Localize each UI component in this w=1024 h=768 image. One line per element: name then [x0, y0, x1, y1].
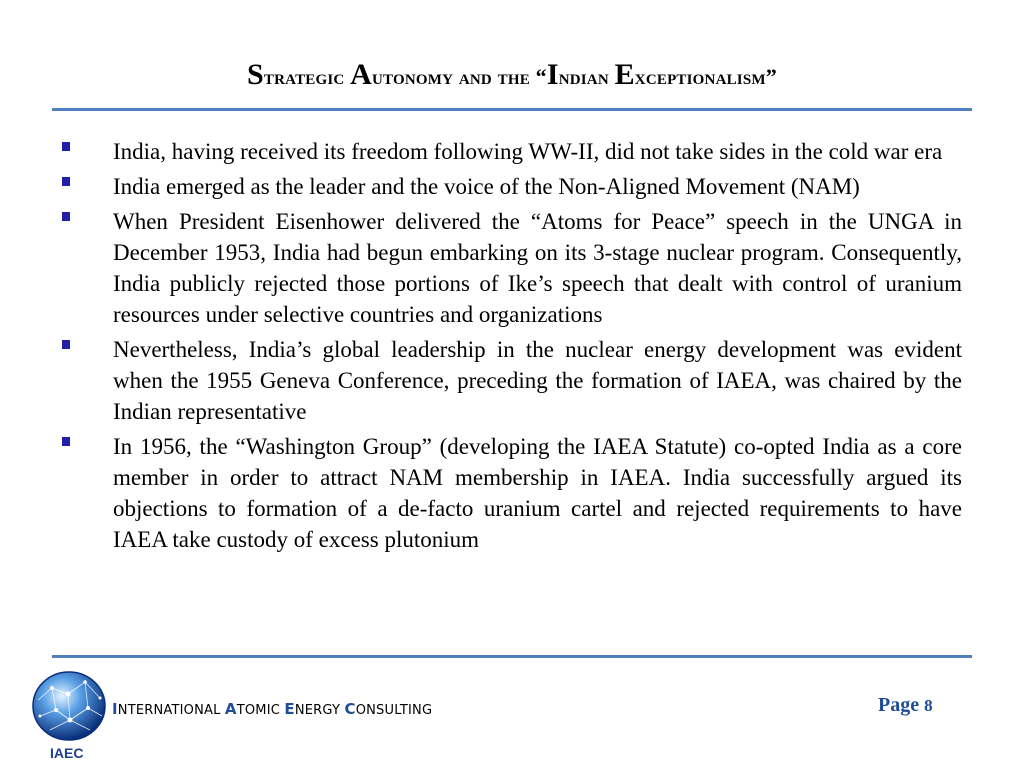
square-bullet-icon: [62, 212, 70, 221]
logo-label: IAEC: [50, 745, 84, 761]
globe-network-icon: [30, 670, 108, 742]
square-bullet-icon: [62, 437, 70, 446]
square-bullet-icon: [62, 177, 70, 186]
title-word-1: Strategic: [247, 58, 351, 91]
title-divider: [52, 108, 972, 111]
title-word-3: Indian: [546, 58, 615, 91]
square-bullet-icon: [62, 142, 70, 151]
list-item: [62, 431, 962, 555]
page-number: Page 8: [878, 694, 933, 716]
bullet-list: [62, 136, 962, 559]
bullet-text: Nevertheless, India’s global leadership in the nuclear energy development was evident when the 1955 Geneva Conference, preceding the formation of IAEA, was chaired by the Indian representative: [113, 337, 962, 424]
title-word-4: Exceptionalism”: [614, 58, 777, 91]
bullet-text: When President Eisenhower delivered the “Atoms for Peace” speech in the UNGA in December 1953, India had begun embarking on its 3-stage nuclear program. Consequently, India publicly rejected those portions of Ike’s speech that dealt with control of uranium resources under selective countries and organizations: [113, 209, 962, 327]
bullet-text: India emerged as the leader and the voice of the Non-Aligned Movement (NAM): [113, 174, 860, 199]
bullet-text: India, having received its freedom following WW-II, did not take sides in the cold war era: [113, 139, 943, 164]
list-item: [62, 136, 962, 167]
list-item: [62, 206, 962, 330]
company-name: INTERNATIONAL ATOMIC ENERGY CONSULTING: [112, 700, 433, 718]
bullet-text: In 1956, the “Washington Group” (developing the IAEA Statute) co-opted India as a core member in order to attract NAM membership in IAEA. India successfully argued its objections to formation of a de-facto uranium cartel and rejected requirements to have IAEA take custody of excess plutonium: [113, 434, 962, 552]
slide-title: [0, 58, 1024, 92]
list-item: [62, 334, 962, 427]
footer-divider: [52, 655, 972, 658]
title-word-2: Autonomy and the “: [350, 58, 547, 91]
square-bullet-icon: [62, 340, 70, 349]
list-item: [62, 171, 962, 202]
